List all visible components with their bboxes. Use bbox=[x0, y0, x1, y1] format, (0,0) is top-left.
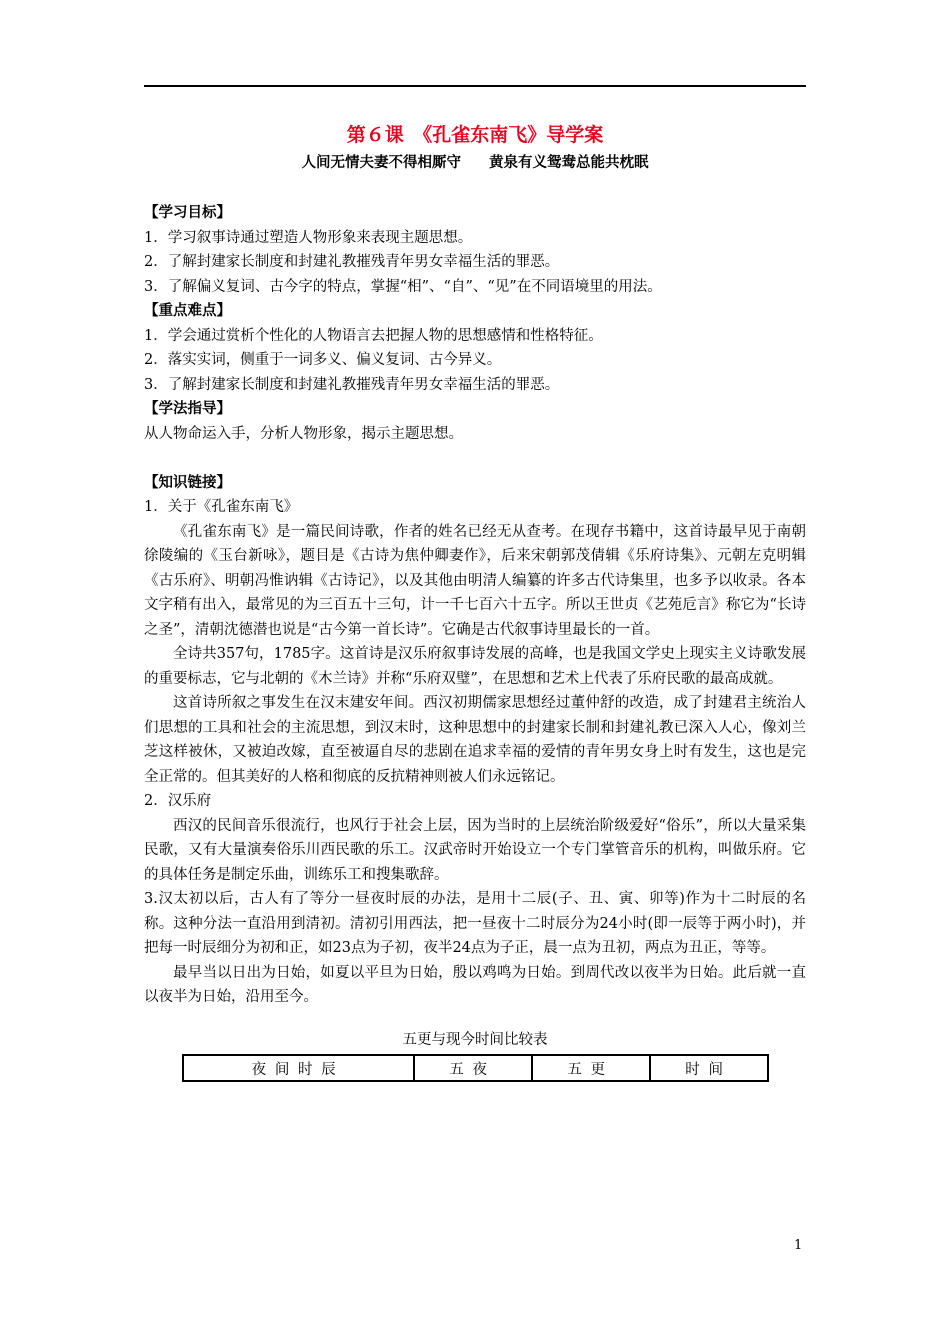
comparison-table bbox=[182, 1054, 769, 1082]
paragraph: 最早当以日出为日始，如夏以平旦为日始，殷以鸡鸣为日始。到周代改以夜半为日始。此后就一直以夜半为日始，沿用至今。 bbox=[144, 964, 806, 1005]
paragraph: 这首诗所叙之事发生在汉末建安年间。西汉初期儒家思想经过董仲舒的改造，成了封建君主统治人们思想的工具和社会的主流思想，到汉末时，这种思想中的封建家长制和封建礼教已深入人心，像刘兰芝这样被休，又被迫改嫁，直至被逼自尽的悲剧在追求幸福的爱情的青年男女身上时有发生，这也是完全正常的。但其美好的人格和彻底的反抗精神则被人们永远铭记。 bbox=[144, 695, 806, 785]
key-point-item: 1．学会通过赏析个性化的人物语言去把握人物的思想感情和性格特征。 bbox=[144, 327, 603, 344]
section-title: 1．关于《孔雀东南飞》 bbox=[144, 499, 299, 515]
key-points-heading: 【重点难点】 bbox=[144, 303, 231, 319]
table-header-row bbox=[183, 1055, 768, 1081]
table-title: 五更与现今时间比较表 bbox=[402, 1031, 548, 1048]
page-subtitle bbox=[144, 151, 806, 172]
section-title: 2．汉乐府 bbox=[144, 793, 212, 809]
page-number: 1 bbox=[794, 1238, 803, 1253]
subtitle-part-2: 黄泉有义鸳鸯总能共枕眠 bbox=[489, 155, 649, 171]
document-body bbox=[144, 201, 806, 1082]
objective-item: 3．了解偏义复词、古今字的特点，掌握“相”、“自”、“见”在不同语境里的用法。 bbox=[144, 278, 662, 295]
method-text: 从人物命运入手，分析人物形象，揭示主题思想。 bbox=[144, 425, 463, 442]
header-rule bbox=[144, 85, 806, 87]
objectives-heading: 【学习目标】 bbox=[144, 205, 231, 221]
table-header-cell: 夜间时辰 bbox=[183, 1055, 414, 1081]
knowledge-heading: 【知识链接】 bbox=[144, 474, 231, 491]
key-point-item: 3．了解封建家长制度和封建礼教摧残青年男女幸福生活的罪恶。 bbox=[144, 376, 560, 393]
paragraph: 全诗共357句，1785字。这首诗是汉乐府叙事诗发展的高峰，也是我国文学史上现实主义诗歌发展的重要标志，它与北朝的《木兰诗》并称“乐府双璧”，在思想和艺术上代表了乐府民歌的最高成就。 bbox=[144, 646, 806, 687]
subtitle-part-1: 人间无情夫妻不得相厮守 bbox=[301, 155, 461, 171]
spacer bbox=[144, 446, 806, 471]
paragraph: 3.汉太初以后，古人有了等分一昼夜时辰的办法，是用十二辰(子、丑、寅、卯等)作为十二时辰的名称。这种分法一直沿用到清初。清初引用西法，把一昼夜十二时辰分为24小时(即一辰等于两小时)，并把每一时辰细分为初和正，如23点为子初，夜半24点为子正，晨一点为丑初，两点为丑正，等等。 bbox=[144, 891, 806, 956]
paragraph: 《孔雀东南飞》是一篇民间诗歌，作者的姓名已经无从查考。在现存书籍中，这首诗最早见于南朝徐陵编的《玉台新咏》，题目是《古诗为焦仲卿妻作》，后来宋朝郭茂倩辑《乐府诗集》、元朝左克明辑《古乐府》、明朝冯惟讷辑《古诗记》，以及其他由明清人编纂的许多古代诗集里，也多予以收录。各本文字稍有出入，最常见的为三百五十三句，计一千七百六十五字。所以王世贞《艺苑卮言》称它为“长诗之圣”，清朝沈德潜也说是“古今第一首长诗”。它确是古代叙事诗里最长的一首。 bbox=[144, 523, 806, 638]
objective-item: 1．学习叙事诗通过塑造人物形象来表现主题思想。 bbox=[144, 229, 473, 246]
table-header-cell: 五夜 bbox=[414, 1055, 532, 1081]
objective-item: 2．了解封建家长制度和封建礼教摧残青年男女幸福生活的罪恶。 bbox=[144, 254, 560, 270]
table-header-cell: 五更 bbox=[532, 1055, 650, 1081]
method-heading: 【学法指导】 bbox=[144, 401, 231, 417]
table-header-cell: 时间 bbox=[650, 1055, 768, 1081]
paragraph: 西汉的民间音乐很流行，也风行于社会上层，因为当时的上层统治阶级爱好“俗乐”，所以大量采集民歌，又有大量演奏俗乐川西民歌的乐工。汉武帝时开始设立一个专门掌管音乐的机构，叫做乐府。它的具体任务是制定乐曲，训练乐工和搜集歌辞。 bbox=[144, 817, 806, 883]
page-title: 第６课 《孔雀东南飞》导学案 bbox=[346, 124, 604, 146]
key-point-item: 2．落实实词，侧重于一词多义、偏义复词、古今异义。 bbox=[144, 352, 502, 368]
